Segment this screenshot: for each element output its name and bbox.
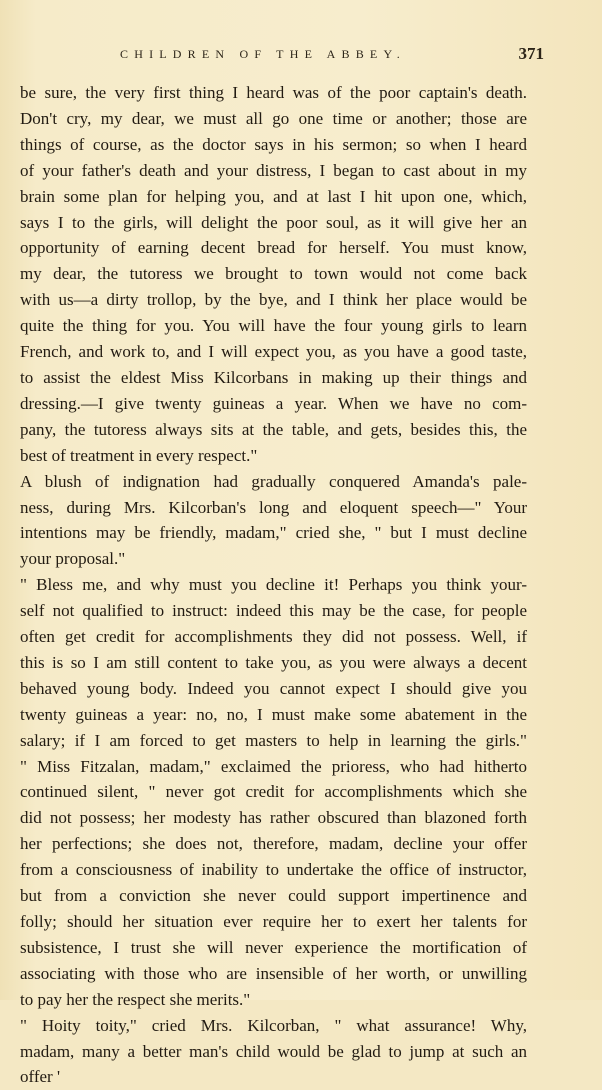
text-line: to assist the eldest Miss Kilcorbans in making up their things and [20,367,527,387]
text-line: of your father's death and your distress, I began to cast about in my [20,160,527,180]
text-line: folly; should her situation ever require her to exert her talents for [20,912,527,931]
text-line: often get credit for accomplishments they did not possess. Well, if [20,627,527,647]
text-line: this is so I am still content to take you, as you were always a decent [20,652,527,672]
text-line: my dear, the tutoress we brought to town would not come back [20,264,527,284]
text-line: but from a conviction she never could support impertinence and [20,886,527,906]
text-line: " Bless me, and why must you decline it! Perhaps you think your- [20,575,527,595]
text-line: French, and work to, and I will expect you, as you have a good taste, [20,342,527,362]
text-line: associating with those who are insensible of her worth, or unwilling [20,963,527,983]
text-line: best of treatment in every respect." [20,445,258,465]
text-line: with us—a dirty trollop, by the bye, and I think her place would be [20,290,527,310]
text-line: subsistence, I trust she will never experience the mortification of [20,937,527,957]
text-line: her perfections; she does not, therefore, madam, decline your offer [20,834,527,854]
page-number: 371 [518,44,544,63]
body-text [20,80,527,1090]
text-line: your proposal." [20,549,126,569]
text-line: to pay her the respect she merits." [20,989,251,1009]
running-title: CHILDREN OF THE ABBEY. [120,47,406,61]
text-line: " Miss Fitzalan, madam," exclaimed the prioress, who had hitherto [20,756,527,776]
text-line: madam, many a better man's child would be glad to jump at such an [20,1041,527,1061]
text-line: intentions may be friendly, madam," cried she, " but I must decline [20,523,527,543]
text-line: salary; if I am forced to get masters to help in learning the girls." [20,730,527,750]
text-line: Don't cry, my dear, we must all go one time or another; those are [20,108,527,128]
text-line: " Hoity toity," cried Mrs. Kilcorban, " what assurance! Why, [20,1015,527,1035]
text-line: brain some plan for helping you, and at last I hit upon one, which, [20,186,527,206]
text-line: be sure, the very first thing I heard was of the poor captain's death. [20,83,527,102]
text-line: ness, during Mrs. Kilcorban's long and eloquent speech—" Your [20,497,527,517]
text-line: behaved young body. Indeed you cannot expect I should give you [20,678,527,698]
text-line: pany, the tutoress always sits at the table, and gets, besides this, the [20,419,527,439]
text-line: twenty guineas a year: no, no, I must make some abatement in the [20,704,527,724]
text-line: did not possess; her modesty has rather obscured than blazoned forth [20,808,527,828]
text-line: things of course, as the doctor says in his sermon; so when I heard [20,134,527,154]
text-line: offer ' [20,1067,61,1087]
text-line: A blush of indignation had gradually conquered Amanda's pale- [20,471,527,491]
text-line: continued silent, " never got credit for accomplishments which she [20,782,527,802]
text-line: opportunity of earning decent bread for herself. You must know, [20,238,527,258]
text-line: dressing.—I give twenty guineas a year. When we have no com- [20,393,527,413]
text-line: says I to the girls, will delight the poor soul, as it will give her an [20,212,527,232]
running-head [0,44,602,68]
text-line: self not qualified to instruct: indeed this may be the case, for people [20,601,527,621]
text-line: quite the thing for you. You will have the four young girls to learn [20,316,527,336]
text-line: from a consciousness of inability to undertake the office of instructor, [20,860,527,880]
